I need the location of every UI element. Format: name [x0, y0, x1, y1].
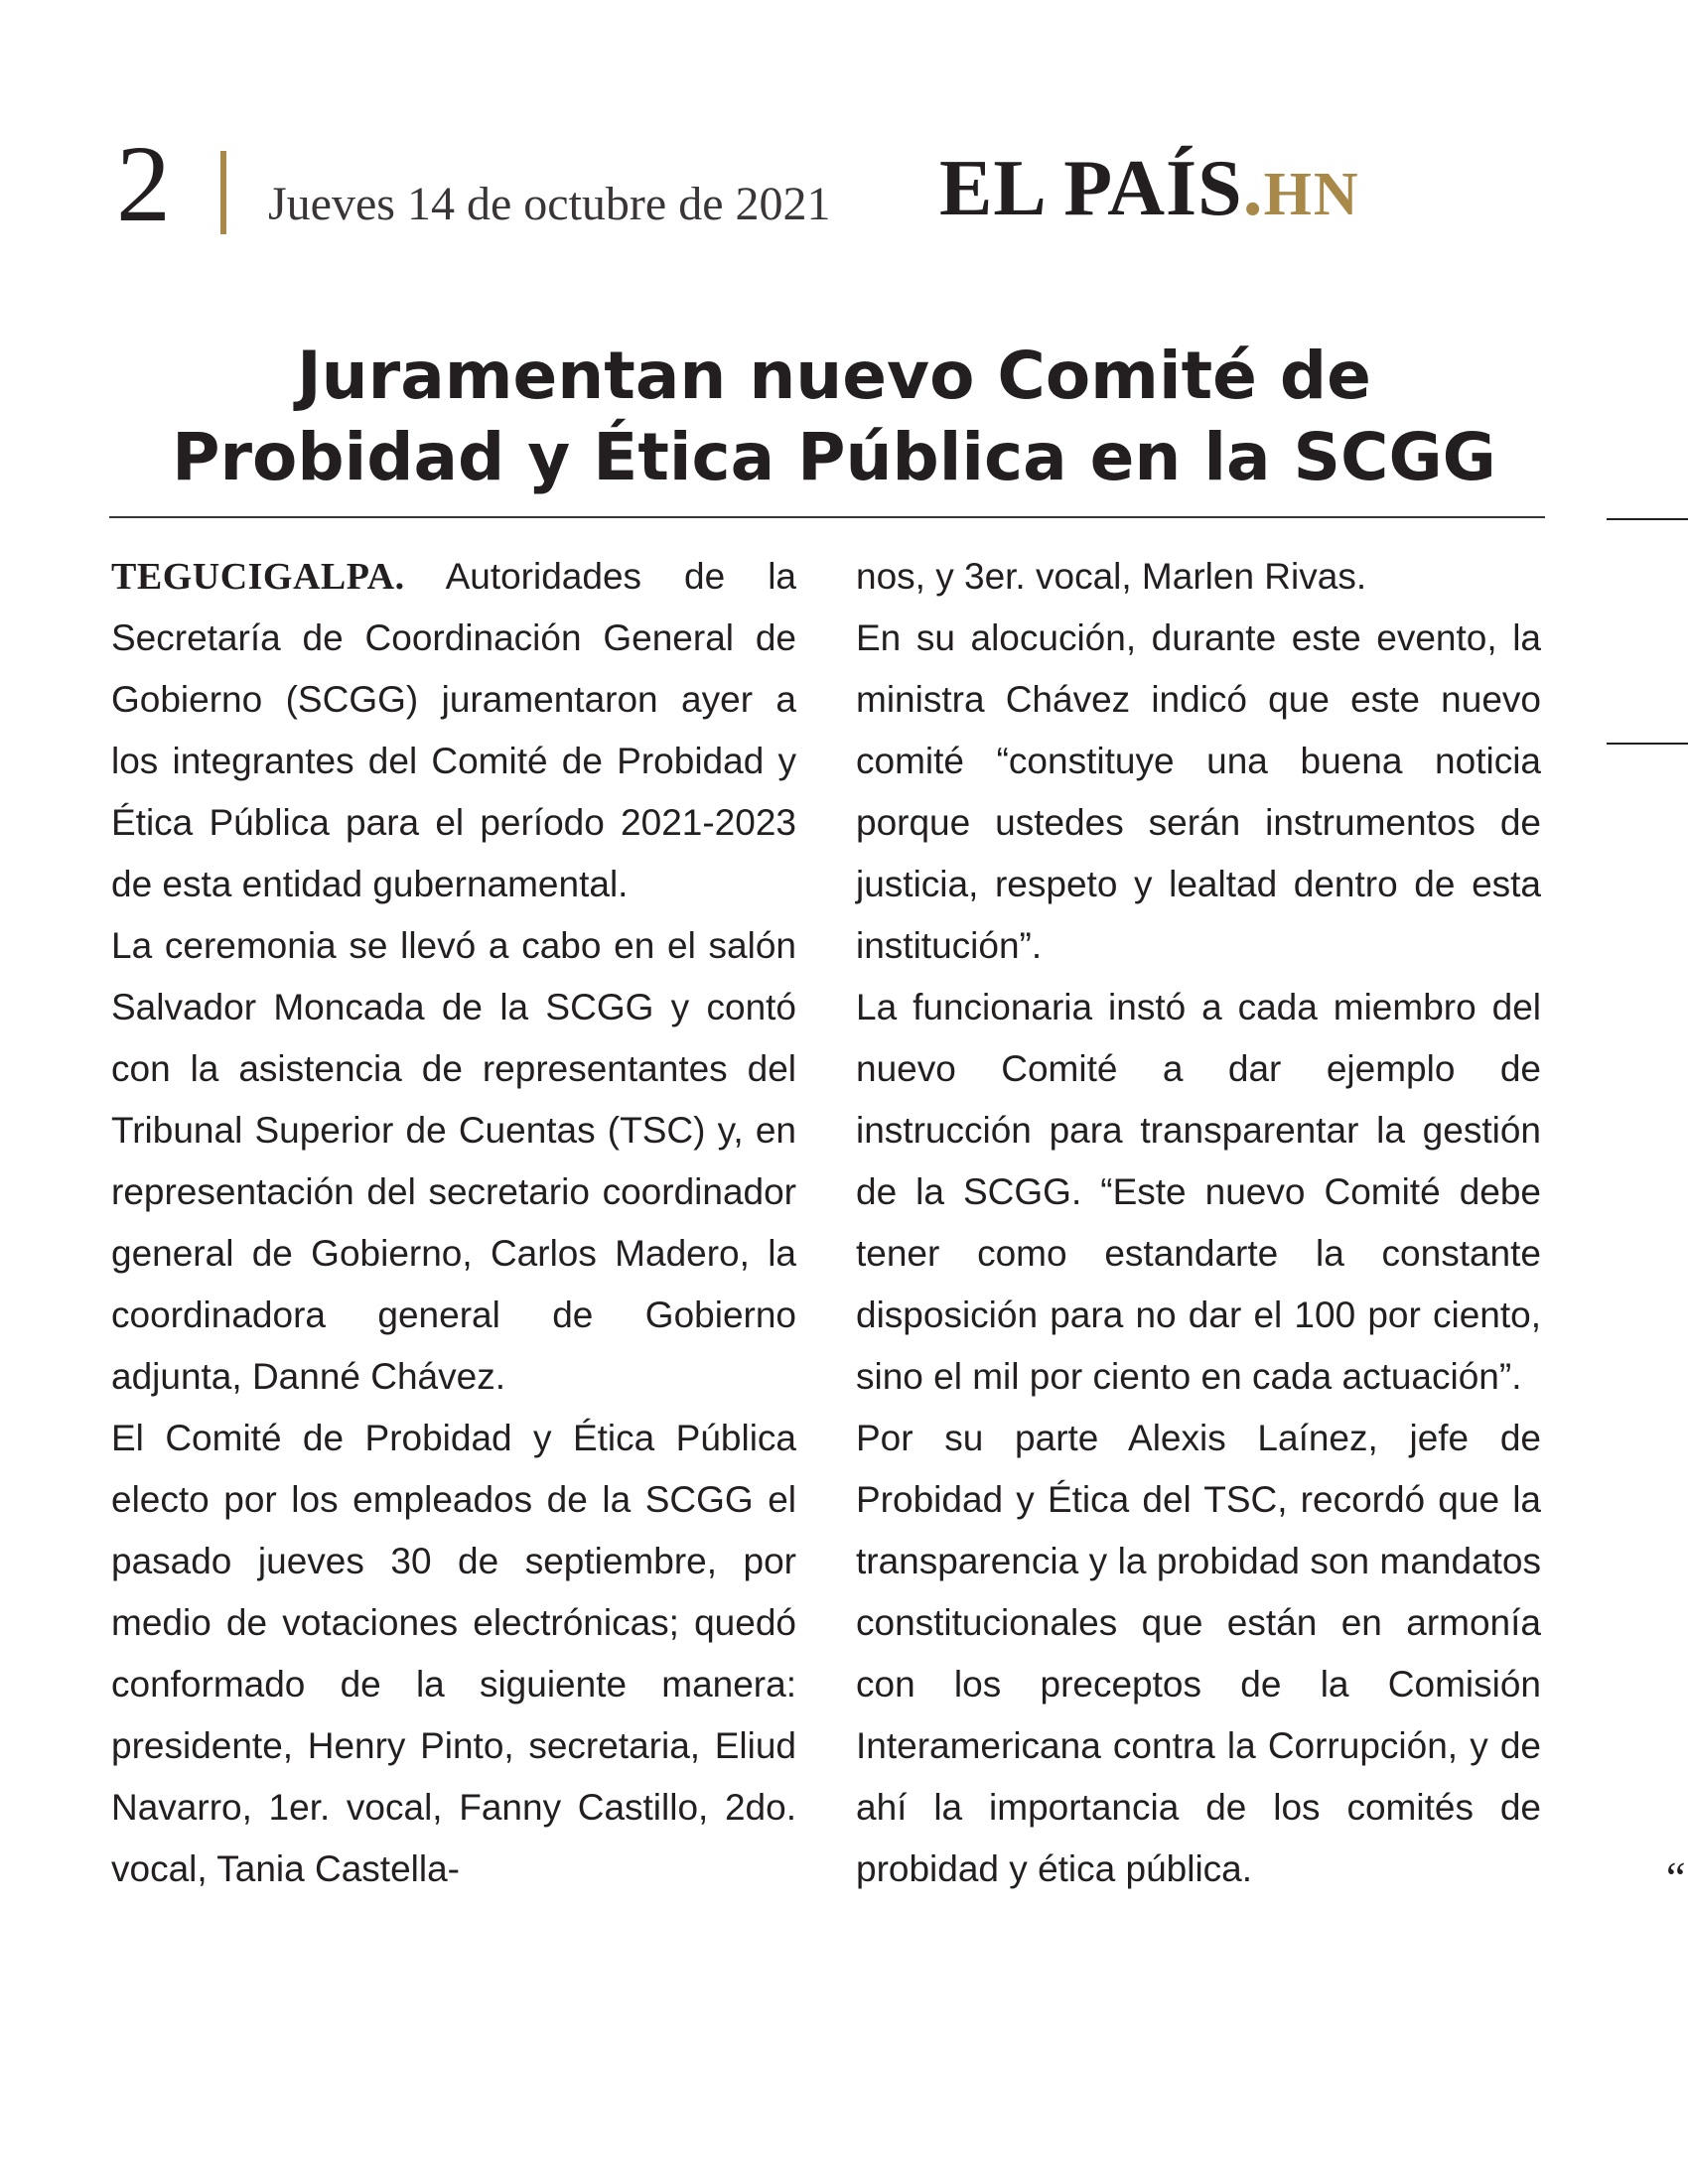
- body-paragraph: nos, y 3er. vocal, Marlen Rivas.: [856, 556, 1367, 597]
- body-paragraph: La funcionaria instó a cada miembro del nuevo Comité a dar ejemplo de instrucción para transparentar la gestión de la SCGG. “Este nuevo Comité debe tener como estandarte la constante disposición para no dar el 100 por ciento, sino el mil por ciento en cada actuación”.: [856, 987, 1541, 1397]
- body-paragraph: La ceremonia se llevó a cabo en el salón Salvador Moncada de la SCGG y contó con la asistencia de representantes del Tribunal Superior de Cuentas (TSC) y, en representación del secretario coordinador general de Gobierno, Carlos Madero, la coordinadora general de Gobierno adjunta, Danné Chávez.: [111, 925, 796, 1397]
- body-paragraph: Por su parte Alexis Laínez, jefe de Probidad y Ética del TSC, recordó que la transparencia y la probidad son mandatos constitucionales que están en armonía con los preceptos de la Comisión Interamericana contra la Corrupción, y de ahí la importancia de los comités de probidad y ética pública.: [856, 1418, 1541, 1889]
- body-paragraph: El Comité de Probidad y Ética Pública electo por los empleados de la SCGG el pasado jueves 30 de septiembre, por medio de votaciones electrónicas; quedó conformado de la siguiente manera: presidente, Henry Pinto, secretaria, Eliud Navarro, 1er. vocal, Fanny Castillo, 2do. vocal, Tania Castella-: [111, 1418, 796, 1889]
- masthead-name: EL PAÍS: [939, 145, 1243, 232]
- headline-line-2: Probidad y Ética Pública en la SCGG: [172, 419, 1496, 495]
- article-headline: [109, 336, 1559, 498]
- article-column-left: [111, 546, 796, 1900]
- article-column-right: [856, 546, 1541, 1900]
- publication-date: Jueves 14 de octubre de 2021: [268, 178, 831, 230]
- lead-text: Autoridades de la Secretaría de Coordinación General de Gobierno (SCGG) juramentaron ayer a los integrantes del Comité de Probidad y Ética Pública para el período 2021-2023 de esta entidad gubernamental.: [111, 556, 796, 904]
- header-divider: [220, 151, 226, 234]
- masthead-dot: .: [1242, 145, 1264, 232]
- masthead-logo: [939, 145, 1360, 232]
- margin-quote-mark: “: [1666, 1853, 1686, 1902]
- lead-paragraph: [111, 546, 796, 915]
- headline-line-1: Juramentan nuevo Comité de: [297, 338, 1371, 414]
- page-header: [0, 0, 1688, 258]
- headline-rule: [109, 516, 1545, 518]
- margin-rule-top: [1607, 518, 1688, 520]
- body-paragraph: En su alocución, durante este evento, la ministra Chávez indicó que este nuevo comité “constituye una buena noticia porque ustedes serán instrumentos de justicia, respeto y lealtad dentro de esta institución”.: [856, 617, 1541, 966]
- dateline: TEGUCIGALPA.: [111, 556, 405, 598]
- margin-rule-bottom: [1607, 743, 1688, 745]
- masthead-tld: HN: [1263, 161, 1360, 228]
- page-number: 2: [116, 123, 171, 244]
